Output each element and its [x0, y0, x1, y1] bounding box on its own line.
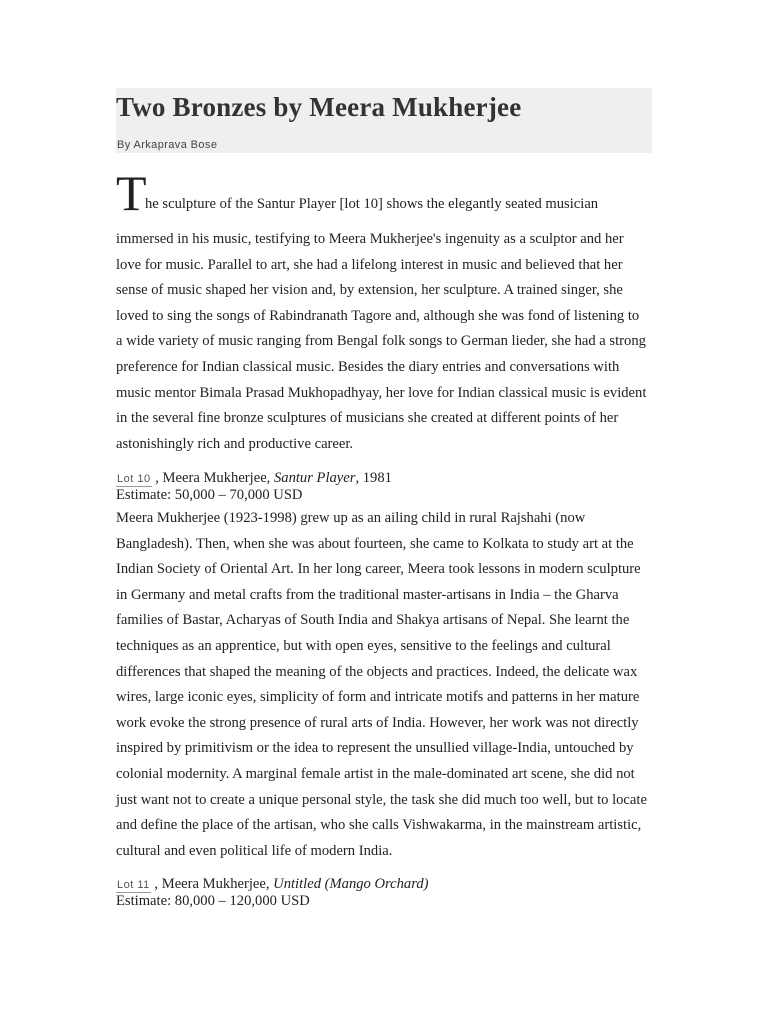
lot-11-artist: , Meera Mukherjee,: [150, 876, 274, 892]
article-title: Two Bronzes by Meera Mukherjee: [116, 92, 522, 122]
text-line: work evoke the strong presence of rural arts of India. However, her work was not directly: [116, 714, 639, 731]
paragraph-biography: [116, 506, 652, 864]
lot-11-caption: [116, 876, 429, 909]
lot-10-caption: [116, 470, 392, 503]
lot-10-year: , 1981: [355, 470, 392, 486]
text-line: wires, large iconic eyes, simplicity of form and intricate motifs and patterns in her mature: [116, 689, 640, 706]
text-line: a wide variety of music ranging from Bengal folk songs to German lieder, she had a strong: [116, 333, 646, 350]
lot-10-link[interactable]: Lot 10: [117, 473, 151, 485]
text-line: and define the place of the artisan, who she calls Vishwakarma, in the mainstream artistic,: [116, 817, 642, 834]
text-line: astonishingly rich and productive career.: [116, 435, 354, 452]
article-byline: By Arkaprava Bose: [117, 139, 218, 151]
text-line: inspired by primitivism or the idea to represent the unsullied village-India, untouched by: [116, 740, 634, 757]
text-line: just want not to create a unique personal style, the task she did much too well, but to locate: [116, 791, 647, 808]
paragraph-santur-player: [116, 165, 652, 457]
text-line: music mentor Bimala Prasad Mukhopadhyay, her love for Indian classical music is evident: [116, 384, 647, 401]
lot-10-estimate: Estimate: 50,000 – 70,000 USD: [116, 487, 303, 503]
lot-11-link[interactable]: Lot 11: [117, 879, 150, 891]
text-line: preference for Indian classical music. Besides the diary entries and conversations with: [116, 358, 620, 375]
text-line: colonial modernity. A marginal female artist in the male-dominated art scene, she did not: [116, 765, 635, 782]
text-line: loved to sing the songs of Rabindranath Tagore and, although she was fond of listening to: [116, 307, 640, 324]
text-line: immersed in his music, testifying to Meera Mukherjee's ingenuity as a sculptor and her: [116, 231, 624, 247]
paragraph-first-line: [116, 165, 652, 221]
drop-cap: T: [116, 165, 147, 221]
lot-10-artist: , Meera Mukherjee,: [151, 470, 274, 486]
text-line: in Germany and metal crafts from the traditional master-artisans in India – the Gharva: [116, 586, 619, 603]
lot-11-work-title: Untitled (Mango Orchard): [273, 876, 429, 892]
text-line: cultural and even political life of modern India.: [116, 842, 393, 859]
text-line: Bangladesh). Then, when she was about fourteen, she came to Kolkata to study art at the: [116, 535, 634, 552]
lot-11-estimate: Estimate: 80,000 – 120,000 USD: [116, 893, 310, 909]
lot-11-credit: [116, 876, 429, 893]
paragraph-body: [116, 227, 652, 457]
article-header: [116, 88, 652, 153]
first-line-text: he sculpture of the Santur Player [lot 10] shows the elegantly seated musician: [145, 196, 599, 212]
lot-10-credit: [116, 470, 392, 487]
text-line: differences that shaped the meaning of the objects and practices. Indeed, the delicate wax: [116, 663, 638, 680]
text-line: techniques as an apprentice, but with open eyes, sensitive to the feelings and cultural: [116, 637, 611, 654]
text-line: love for music. Parallel to art, she had a lifelong interest in music and believed that her: [116, 256, 623, 273]
article: [116, 88, 652, 909]
text-line: sense of music shaped her vision and, by extension, her sculpture. A trained singer, she: [116, 282, 623, 299]
text-line: Meera Mukherjee (1923-1998) grew up as an ailing child in rural Rajshahi (now: [116, 510, 586, 526]
text-line: in the several fine bronze sculptures of musicians she created at different points of her: [116, 410, 619, 427]
lot-10-work-title: Santur Player: [273, 470, 356, 486]
text-line: Indian Society of Oriental Art. In her long career, Meera took lessons in modern sculpture: [116, 561, 641, 578]
text-line: families of Bastar, Acharyas of South India and Shakya artisans of Nepal. She learnt the: [116, 612, 630, 629]
